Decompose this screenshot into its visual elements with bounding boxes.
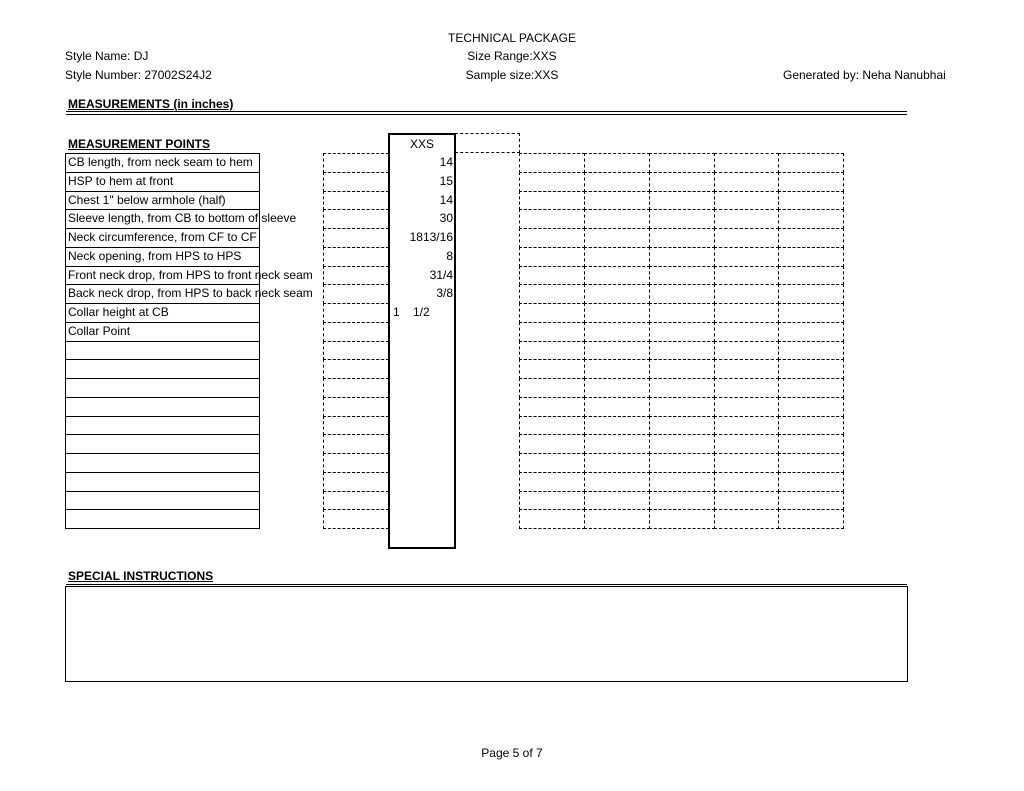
measurement-point-label: HSP to hem at front: [68, 174, 174, 188]
measurement-grid-cell: [714, 378, 779, 398]
measurement-point-cell: [65, 341, 260, 360]
measurement-value: 8: [446, 249, 453, 263]
measurement-grid-cell: [519, 416, 585, 435]
measurement-grid-cell: [649, 378, 715, 398]
measurement-grid-cell: [519, 359, 585, 379]
measurements-section-title: MEASUREMENTS (in inches): [68, 97, 234, 111]
measurement-grid-cell: [519, 378, 585, 398]
measurement-point-label: Chest 1" below armhole (half): [68, 193, 226, 207]
measurement-grid-cell: [714, 172, 779, 192]
measurement-grid-cell: [778, 303, 844, 323]
measurement-grid-cell: [778, 378, 844, 398]
measurement-point-label: Collar height at CB: [68, 305, 169, 319]
measurement-grid-cell: [778, 153, 844, 173]
size-column-header: XXS: [409, 137, 434, 151]
measurement-value: 3/8: [436, 286, 453, 300]
measurement-point-cell: [65, 416, 260, 435]
measurement-point-label: [65, 434, 68, 453]
measurement-grid-cell: [323, 284, 389, 304]
measurement-grid-cell: [584, 453, 650, 473]
header-empty-cell: [455, 133, 520, 153]
measurement-grid-cell: [649, 153, 715, 173]
measurement-grid-cell: [649, 453, 715, 473]
measurement-grid-cell: [323, 434, 389, 454]
special-instructions-content: [66, 587, 907, 595]
measurement-grid-cell: [584, 341, 650, 360]
measurement-point-label: [65, 341, 68, 359]
measurement-grid-cell: [649, 434, 715, 454]
measurement-grid-cell: [323, 472, 389, 492]
measurement-grid-cell: [323, 172, 389, 192]
measurement-grid-cell: [519, 397, 585, 417]
measurement-grid-cell: [649, 509, 715, 529]
measurement-point-label: Collar Point: [68, 324, 131, 338]
measurement-point-label: [65, 359, 68, 378]
measurement-grid-cell: [649, 491, 715, 510]
measurement-grid-cell: [519, 453, 585, 473]
measurement-grid-cell: [714, 284, 779, 304]
measurement-grid-cell: [778, 228, 844, 248]
measurement-grid-cell: [649, 228, 715, 248]
measurement-grid-cell: [714, 153, 779, 173]
measurement-grid-cell: [714, 359, 779, 379]
measurement-point-label: [65, 453, 68, 472]
measurement-point-cell: [65, 397, 260, 417]
measurement-grid-cell: [584, 191, 650, 210]
measurement-grid-cell: [649, 303, 715, 323]
measurement-grid-cell: [323, 153, 389, 173]
measurement-grid-cell: [584, 359, 650, 379]
generated-by: Generated by: Neha Nanubhai: [783, 68, 946, 82]
measurement-points-header: MEASUREMENT POINTS: [68, 137, 211, 151]
style-number: Style Number: 27002S24J2: [65, 68, 212, 82]
measurement-point-label: [65, 397, 68, 416]
measurement-grid-cell: [649, 397, 715, 417]
measurement-grid-cell: [323, 228, 389, 248]
measurement-grid-cell: [519, 491, 585, 510]
measurement-grid-cell: [778, 416, 844, 435]
measurement-grid-cell: [714, 509, 779, 529]
special-instructions-box[interactable]: [65, 586, 908, 682]
measurement-point-label: Sleeve length, from CB to bottom of sleeve: [68, 211, 297, 225]
measurement-grid-cell: [323, 491, 389, 510]
measurement-grid-cell: [778, 172, 844, 192]
measurement-point-cell: [65, 509, 260, 529]
measurement-grid-cell: [323, 247, 389, 267]
measurement-grid-cell: [584, 266, 650, 285]
measurement-grid-cell: [714, 472, 779, 492]
measurement-grid-cell: [778, 284, 844, 304]
measurement-grid-cell: [714, 228, 779, 248]
measurement-grid-cell: [584, 397, 650, 417]
measurement-point-cell: [65, 378, 260, 398]
measurement-grid-cell: [519, 228, 585, 248]
measurement-grid-cell: [649, 322, 715, 342]
measurement-grid-cell: [584, 416, 650, 435]
measurement-grid-cell: [714, 191, 779, 210]
measurement-grid-cell: [323, 266, 389, 285]
measurement-grid-cell: [778, 491, 844, 510]
measurement-value: 1 1/2: [393, 305, 430, 319]
measurement-grid-cell: [323, 359, 389, 379]
measurement-grid-cell: [584, 509, 650, 529]
measurement-grid-cell: [649, 359, 715, 379]
measurement-grid-cell: [714, 303, 779, 323]
measurement-grid-cell: [323, 453, 389, 473]
measurement-grid-cell: [649, 191, 715, 210]
measurement-grid-cell: [519, 284, 585, 304]
measurement-grid-cell: [584, 209, 650, 229]
measurement-grid-cell: [323, 322, 389, 342]
measurement-grid-cell: [714, 266, 779, 285]
measurement-grid-cell: [714, 341, 779, 360]
measurement-grid-cell: [778, 359, 844, 379]
measurement-grid-cell: [519, 322, 585, 342]
measurement-point-cell: [65, 472, 260, 492]
measurement-grid-cell: [519, 303, 585, 323]
measurement-grid-cell: [649, 341, 715, 360]
measurement-grid-cell: [714, 434, 779, 454]
measurement-grid-cell: [778, 341, 844, 360]
measurement-point-cell: [65, 491, 260, 510]
measurement-point-cell: [65, 434, 260, 454]
measurement-grid-cell: [778, 453, 844, 473]
measurement-point-label: Front neck drop, from HPS to front neck seam: [68, 268, 313, 282]
measurement-grid-cell: [778, 191, 844, 210]
measurement-grid-cell: [584, 247, 650, 267]
measurement-grid-cell: [323, 397, 389, 417]
measurement-grid-cell: [714, 209, 779, 229]
measurement-grid-cell: [519, 153, 585, 173]
measurement-grid-cell: [649, 416, 715, 435]
measurement-grid-cell: [323, 378, 389, 398]
measurement-value: 31/4: [429, 268, 453, 282]
measurement-grid-cell: [519, 191, 585, 210]
sample-size: Sample size:XXS: [465, 68, 559, 82]
measurement-grid-cell: [323, 341, 389, 360]
measurement-grid-cell: [584, 303, 650, 323]
measurement-value: 30: [439, 211, 453, 225]
section-divider: [66, 111, 907, 112]
measurement-grid-cell: [323, 509, 389, 529]
measurement-grid-cell: [714, 416, 779, 435]
special-divider: [66, 584, 907, 585]
measurement-grid-cell: [584, 378, 650, 398]
measurement-grid-cell: [649, 266, 715, 285]
measurement-grid-cell: [323, 416, 389, 435]
measurement-grid-cell: [584, 491, 650, 510]
measurement-grid-cell: [649, 172, 715, 192]
measurement-grid-cell: [323, 303, 389, 323]
measurement-grid-cell: [649, 284, 715, 304]
measurement-grid-cell: [714, 491, 779, 510]
measurement-value: 14: [439, 155, 453, 169]
measurement-grid-cell: [584, 472, 650, 492]
measurement-grid-cell: [519, 247, 585, 267]
measurement-grid-cell: [778, 472, 844, 492]
xxs-column: [388, 133, 456, 549]
measurement-grid-cell: [519, 209, 585, 229]
measurement-grid-cell: [584, 228, 650, 248]
measurement-grid-cell: [519, 341, 585, 360]
measurement-grid-cell: [519, 509, 585, 529]
measurement-grid-cell: [519, 172, 585, 192]
measurement-grid-cell: [649, 247, 715, 267]
measurement-grid-cell: [714, 247, 779, 267]
measurement-grid-cell: [778, 434, 844, 454]
measurement-grid-cell: [584, 322, 650, 342]
measurement-value: 1813/16: [409, 230, 453, 244]
measurement-grid-cell: [584, 153, 650, 173]
measurement-point-cell: [65, 359, 260, 379]
measurement-grid-cell: [584, 284, 650, 304]
measurement-point-label: CB length, from neck seam to hem: [68, 155, 253, 169]
size-range: Size Range:XXS: [467, 49, 557, 63]
measurement-point-label: [65, 509, 68, 528]
measurement-grid-cell: [323, 191, 389, 210]
measurement-grid-cell: [778, 266, 844, 285]
measurement-grid-cell: [519, 266, 585, 285]
style-name: Style Name: DJ: [65, 49, 149, 63]
measurement-grid-cell: [519, 472, 585, 492]
measurement-point-cell: [65, 453, 260, 473]
measurement-grid-cell: [649, 472, 715, 492]
measurement-grid-cell: [778, 397, 844, 417]
measurement-grid-cell: [584, 172, 650, 192]
measurement-point-label: [65, 491, 68, 509]
special-instructions-title: SPECIAL INSTRUCTIONS: [68, 569, 214, 583]
measurement-grid-cell: [519, 434, 585, 454]
measurement-grid-cell: [778, 209, 844, 229]
measurement-grid-cell: [778, 509, 844, 529]
measurement-point-label: [65, 378, 68, 397]
measurement-point-label: [65, 416, 68, 434]
measurement-value: 15: [439, 174, 453, 188]
measurement-point-label: [65, 472, 68, 491]
measurement-grid-cell: [323, 209, 389, 229]
measurement-grid-cell: [778, 247, 844, 267]
section-divider: [66, 114, 907, 115]
measurement-value: 14: [439, 193, 453, 207]
document-title: TECHNICAL PACKAGE: [447, 31, 577, 45]
measurement-grid-cell: [714, 453, 779, 473]
measurement-point-label: Neck circumference, from CF to CF: [68, 230, 257, 244]
measurement-grid-cell: [584, 434, 650, 454]
measurement-grid-cell: [714, 397, 779, 417]
measurement-grid-cell: [778, 322, 844, 342]
measurement-grid-cell: [714, 322, 779, 342]
measurement-point-label: Back neck drop, from HPS to back neck seam: [68, 286, 313, 300]
measurement-grid-cell: [649, 209, 715, 229]
page-number: Page 5 of 7: [481, 746, 543, 760]
measurement-point-label: Neck opening, from HPS to HPS: [68, 249, 242, 263]
